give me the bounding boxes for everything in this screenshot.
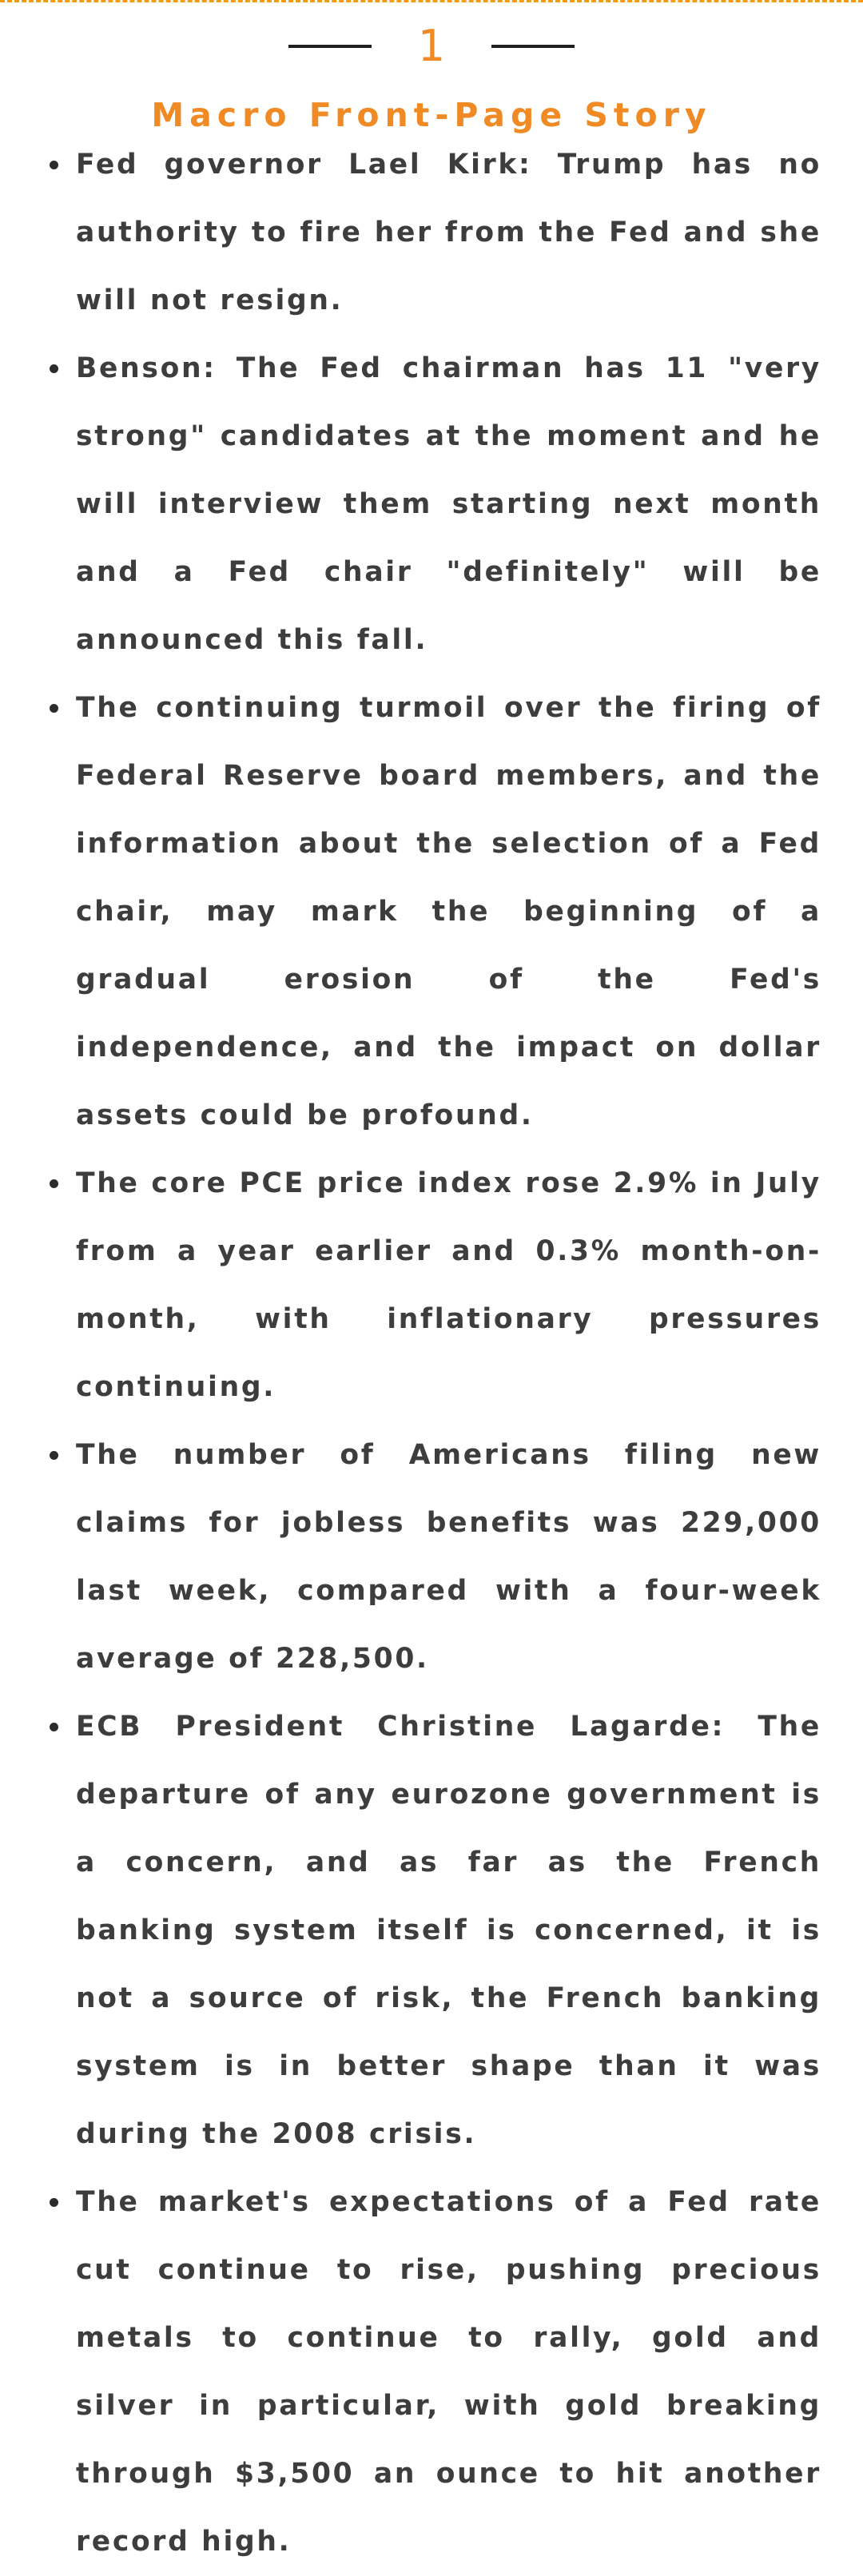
story-item [0, 1421, 863, 1693]
bullet-icon [50, 364, 58, 373]
left-rule [288, 45, 372, 48]
section-header [0, 14, 863, 137]
story-item [0, 335, 863, 674]
story-text: ECB President Christine Lagarde: The departure of any eurozone government is a concern, and as far as the French banking system itself is concerned, it is not a source of risk, the French banking system is in better shape than it was during the 2008 crisis. [76, 1711, 821, 2150]
section-title: Macro Front-Page Story [151, 96, 712, 134]
section-number: 1 [417, 21, 446, 71]
bullet-icon [50, 2198, 58, 2207]
story-item [0, 1150, 863, 1421]
section-number-row [0, 14, 863, 78]
story-text: The continuing turmoil over the firing of Federal Reserve board members, and the information about the selection of a Fed chair, may mark the beginning of a gradual erosion of the Fed's independence, and the impact on dollar assets could be profound. [76, 692, 821, 1131]
story-item [0, 674, 863, 1150]
bullet-icon [50, 1451, 58, 1460]
story-text: The market's expectations of a Fed rate cut continue to rise, pushing precious metals to continue to rally, gold and silver in particular, with gold breaking through $3,500 an ounce to hit another record high. [76, 2186, 821, 2558]
bullet-icon [50, 704, 58, 713]
story-text: The number of Americans filing new claims for jobless benefits was 229,000 last week, compared with a four-week average of 228,500. [76, 1439, 821, 1675]
story-list [0, 131, 863, 2576]
bullet-icon [50, 161, 58, 169]
bullet-icon [50, 1179, 58, 1188]
bullet-icon [50, 1723, 58, 1731]
story-item [0, 1693, 863, 2169]
story-item [0, 131, 863, 335]
story-text: Fed governor Lael Kirk: Trump has no authority to fire her from the Fed and she will not resign. [76, 149, 821, 316]
top-dashed-border [0, 0, 863, 2]
story-text: Benson: The Fed chairman has 11 "very strong" candidates at the moment and he will interview them starting next month and a Fed chair "definitely" will be announced this fall. [76, 352, 821, 656]
story-text: The core PCE price index rose 2.9% in July from a year earlier and 0.3% month-on-month, with inflationary pressures continuing. [76, 1167, 821, 1403]
right-rule [491, 45, 575, 48]
story-item [0, 2169, 863, 2576]
